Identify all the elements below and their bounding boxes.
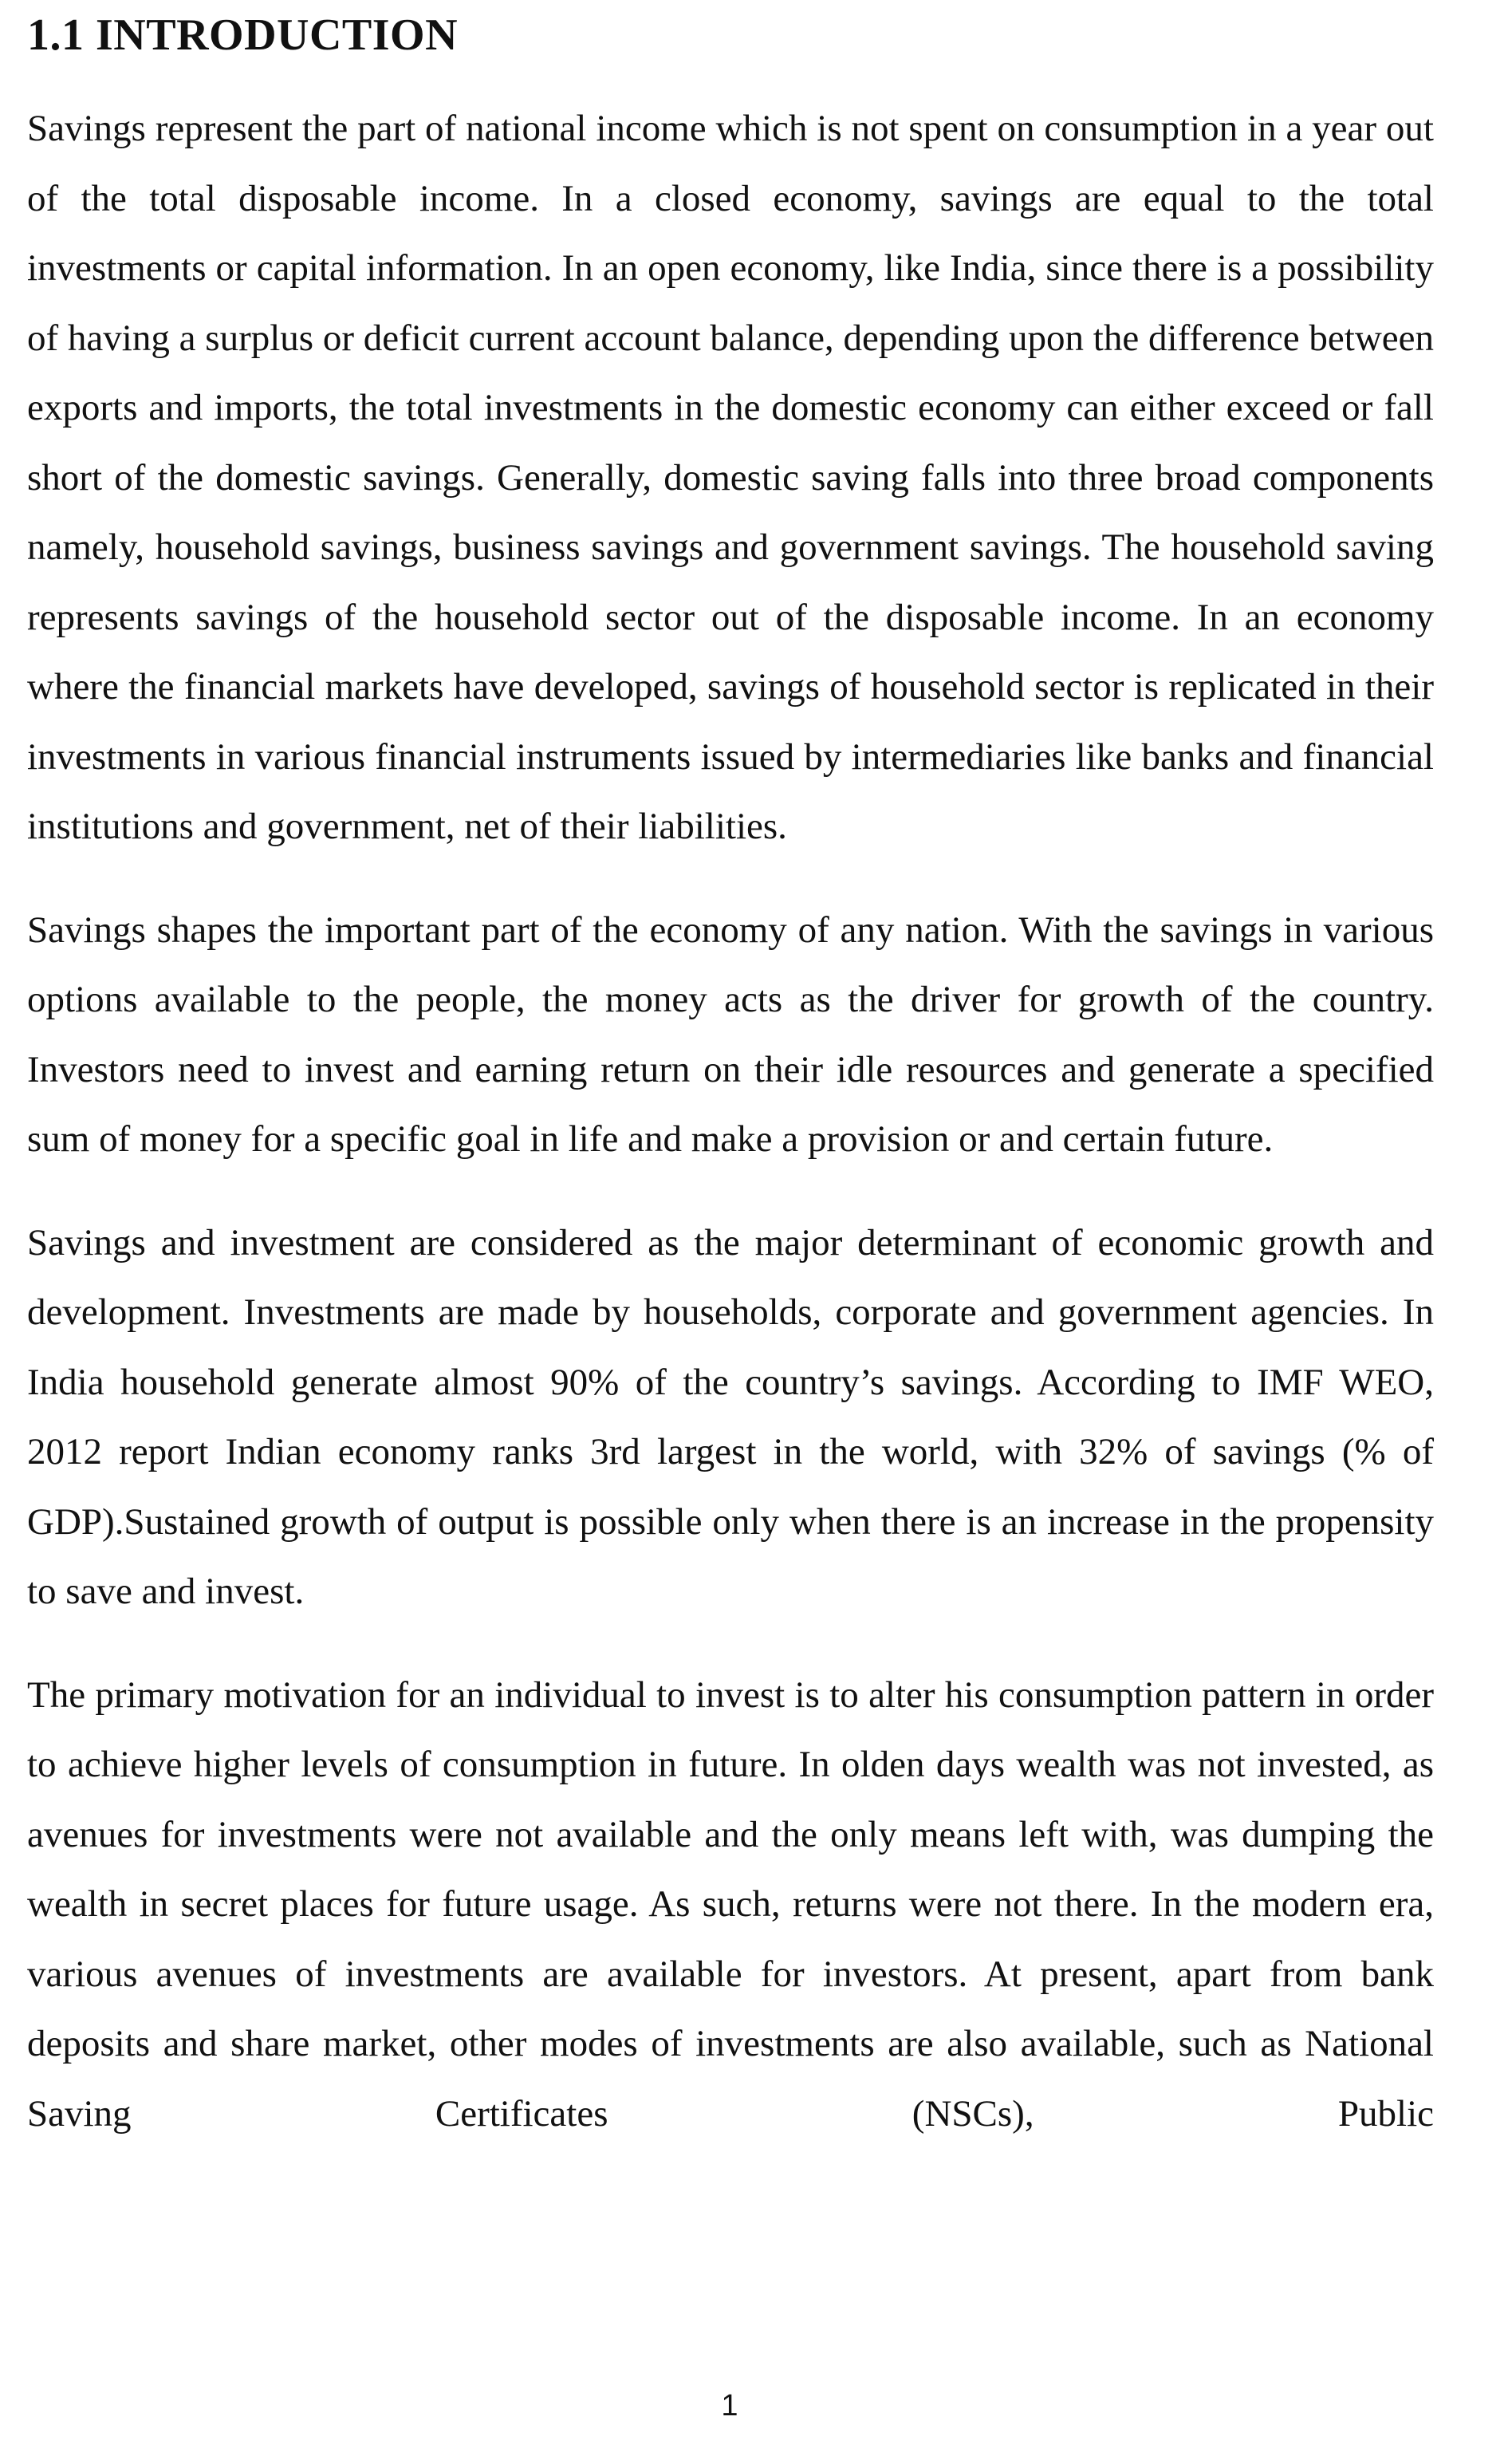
body-paragraph: Savings and investment are considered as the major determinant of economic growth and development. Investments are made by households, corporate and government agencies. In India household generate almost 90% of the country’s savings. According to IMF WEO, 2012 report Indian economy ranks 3rd largest in the world, with 32% of savings (% of GDP).Sustained growth of output is possible only when there is an increase in the propensity to save and invest. <box>27 1221 1434 1612</box>
body-paragraph: Savings shapes the important part of the economy of any nation. With the savings in various options available to the people, the money acts as the driver for growth of the country. Investors need to invest and earning return on their idle resources and generate a specified sum of money for a specific goal in life and make a provision or and certain future. <box>27 909 1434 1160</box>
section-heading: 1.1 INTRODUCTION <box>27 10 459 60</box>
page-number: 1 <box>721 2389 738 2422</box>
body-paragraph: The primary motivation for an individual to invest is to alter his consumption pattern in order to achieve higher levels of consumption in future. In olden days wealth was not invested, as avenues for investments were not available and the only means left with, was dumping the wealth in secret places for future usage. As such, returns were not there. In the modern era, various avenues of investments are available for investors. At present, apart from bank deposits and share market, other modes of investments are also available, such as National Saving Certificates (NSCs), Public <box>27 1673 1434 2135</box>
body-paragraph: Savings represent the part of national income which is not spent on consumption in a year out of the total disposable income. In a closed economy, savings are equal to the total investments or capital information. In an open economy, like India, since there is a possibility of having a surplus or deficit current account balance, depending upon the difference between exports and imports, the total investments in the domestic economy can either exceed or fall short of the domestic savings. Generally, domestic saving falls into three broad components namely, household savings, business savings and government savings. The household saving represents savings of the household sector out of the disposable income. In an economy where the financial markets have developed, savings of household sector is replicated in their investments in various financial instruments issued by intermediaries like banks and financial institutions and government, net of their liabilities. <box>27 108 1434 847</box>
document-page <box>27 0 1434 2149</box>
